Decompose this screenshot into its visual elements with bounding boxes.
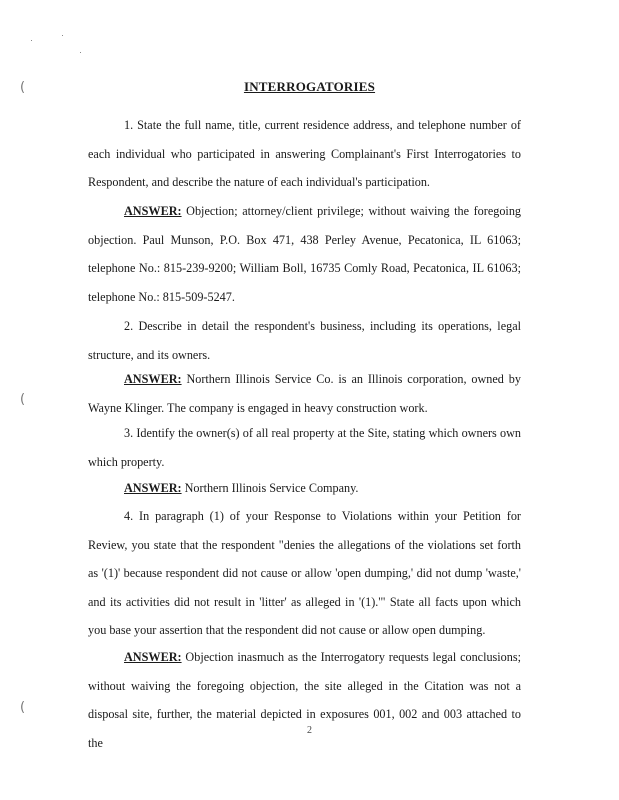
scan-speck (31, 40, 32, 41)
binder-hole-mark: ( (20, 392, 26, 407)
answer-4: ANSWER: Objection inasmuch as the Interrogatory requests legal conclusions; without waiving the foregoing objection, the site alleged in the Citation was not a disposal site, further, the material depicted in exposures 001, 002 and 003 attached to the (88, 650, 521, 750)
binder-hole-mark: ( (20, 700, 26, 715)
interrogatory-4: 4. In paragraph (1) of your Response to Violations within your Petition for Review, you state that the respondent "denies the allegations of the violations set forth as '(1)' because respondent did not cause or allow 'open dumping,' did not dump 'waste,' and its activities did not result in 'litter' as alleged in '(1).'" State all facts upon which you base your assertion that the respondent did not cause or allow open dumping. (88, 509, 521, 638)
interrogatory-1: 1. State the full name, title, current residence address, and telephone number of each individual who participated in answering Complainant's First Interrogatories to Respondent, and describe the nature of each individual's participation. (88, 118, 521, 190)
answer-label: ANSWER: (124, 372, 182, 386)
answer-label: ANSWER: (124, 650, 182, 664)
answer-label: ANSWER: (124, 204, 182, 218)
answer-2: ANSWER: Northern Illinois Service Co. is an Illinois corporation, owned by Wayne Klinger. The company is engaged in heavy construction work. (88, 372, 521, 415)
scan-speck (62, 35, 63, 36)
binder-hole-mark: ( (20, 80, 26, 95)
answer-label: ANSWER: (124, 481, 182, 495)
page-title: INTERROGATORIES (243, 79, 376, 94)
answer-3: ANSWER: Northern Illinois Service Company. (124, 481, 359, 495)
page-number: 2 (307, 725, 312, 736)
answer-1: ANSWER: Objection; attorney/client privilege; without waiving the foregoing objection. Paul Munson, P.O. Box 471, 438 Perley Avenue, Pecatonica, IL 61063; telephone No.: 815-239-9200; William Boll, 16735 Comly Road, Pecatonica, IL 61063; telephone No.: 815-509-5247. (88, 204, 522, 304)
interrogatory-3: 3. Identify the owner(s) of all real property at the Site, stating which owners own which property. (88, 426, 521, 469)
scan-speck (80, 52, 81, 53)
interrogatory-2: 2. Describe in detail the respondent's business, including its operations, legal structure, and its owners. (88, 319, 521, 362)
